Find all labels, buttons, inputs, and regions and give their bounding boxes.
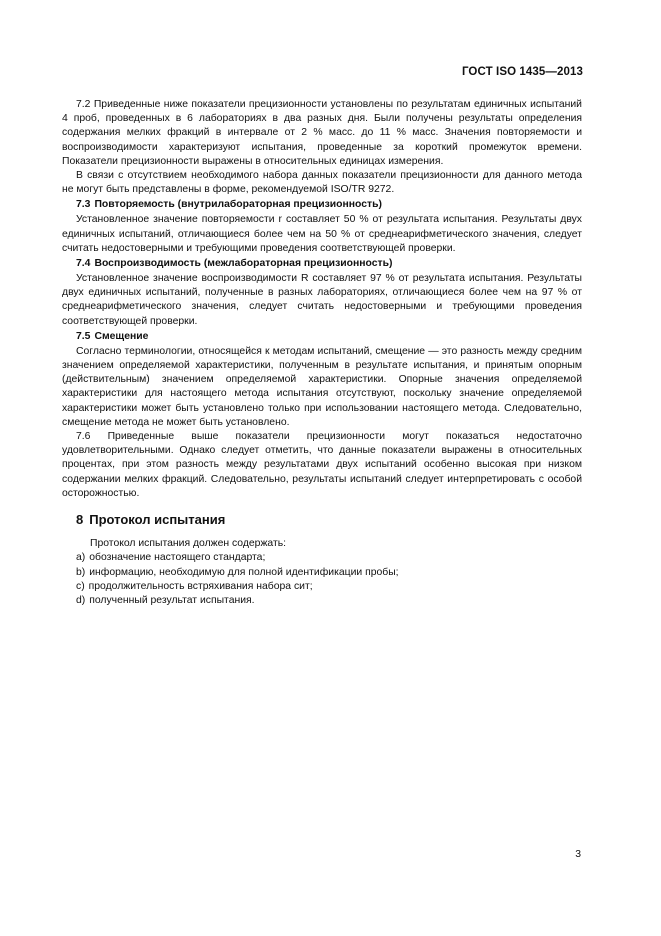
- heading-7-4: [62, 256, 582, 272]
- list-item-marker: d): [76, 595, 86, 607]
- paragraph-7-4: Установленное значение воспроизводимости R составляет 97 % от результата испытания. Результаты двух единичных испытаний, полученные в разных лабораториях, отличающиеся более чем на 97 % от среднеарифметического значения, следует считать недостоверными и требующими проведения соответствующей проверки.: [62, 273, 582, 327]
- list-item: [76, 566, 582, 580]
- heading-7-3: [62, 197, 582, 213]
- document-code-header: ГОСТ ISO 1435—2013: [461, 66, 583, 78]
- heading-7-3-number: 7.3: [76, 199, 91, 211]
- list-item-text: продолжительность встряхивания набора сит;: [88, 580, 313, 592]
- heading-7-4-number: 7.4: [76, 258, 91, 270]
- list-item: [76, 594, 582, 608]
- paragraph-7-5: Согласно терминологии, относящейся к методам испытаний, смещение — это разность между средним значением определяемой характеристики, полученным в результате испытания, и принятым опорным (действительным) значением определяемой характеристики. Опорные значения определяемой характеристики для настоящего метода испытания отсутствуют, поскольку значение определяемой характеристики может быть установлено только при использовании настоящего метода. Следовательно, смещение метода не может быть установлено.: [62, 345, 582, 428]
- list-item-marker: c): [76, 580, 85, 592]
- heading-7-5-number: 7.5: [76, 330, 91, 342]
- list-item: [76, 580, 582, 594]
- list-item-text: информацию, необходимую для полной идентификации пробы;: [89, 566, 399, 578]
- list-item-marker: b): [76, 566, 86, 578]
- paragraph-7-2: 7.2 Приведенные ниже показатели прецизионности установлены по результатам единичных испытаний 4 проб, проведенных в 6 лабораториях в два разных дня. Были получены результаты определения содержания мелких фракций в интервале от 2 % масс. до 11 % масс. Значения повторяемости и воспроизводимости характеризуют испытания, проведенные за короткий промежуток времени. Показатели прецизионности выражены в относительных единицах измерения.: [62, 99, 582, 167]
- heading-7-5-title: Смещение: [94, 330, 149, 342]
- paragraph-7-6: 7.6 Приведенные выше показатели прецизионности могут показаться недостаточно удовлетворительными. Однако следует отметить, что данные показатели выражены в относительных процентах, при этом разность между результатами двух испытаний особенно высокая при низком содержании мелких фракций. Следовательно, результаты испытаний следует интерпретировать с особой осторожностью.: [62, 431, 582, 499]
- section-8-intro: Протокол испытания должен содержать:: [90, 538, 287, 550]
- paragraph-7-3: Установленное значение повторяемости r составляет 50 % от результата испытания. Результаты двух единичных испытаний, отличающиеся более чем на 50 % от среднеарифметического значения, следует считать недостоверными и требующими проведения соответствующей проверки.: [62, 214, 582, 254]
- heading-7-4-title: Воспроизводимость (межлабораторная прецизионность): [94, 258, 393, 270]
- list-item: [76, 551, 582, 565]
- section-8-number: 8: [76, 512, 84, 528]
- list-item-text: обозначение настоящего стандарта;: [89, 552, 266, 564]
- paragraph-7-2-note: В связи с отсутствием необходимого набора данных показатели прецизионности для данного метода не могут быть представлены в форме, рекомендуемой ISO/TR 9272.: [62, 170, 582, 196]
- heading-7-5: [62, 329, 582, 345]
- heading-section-8: [62, 513, 582, 527]
- page-number: 3: [575, 849, 581, 860]
- list-item-marker: a): [76, 552, 86, 564]
- report-items-list: [62, 551, 582, 608]
- list-item-text: полученный результат испытания.: [89, 595, 255, 607]
- heading-7-3-title: Повторяемость (внутрилабораторная прецизионность): [94, 199, 382, 211]
- page-content: [62, 98, 582, 608]
- section-8-title: Протокол испытания: [89, 512, 226, 528]
